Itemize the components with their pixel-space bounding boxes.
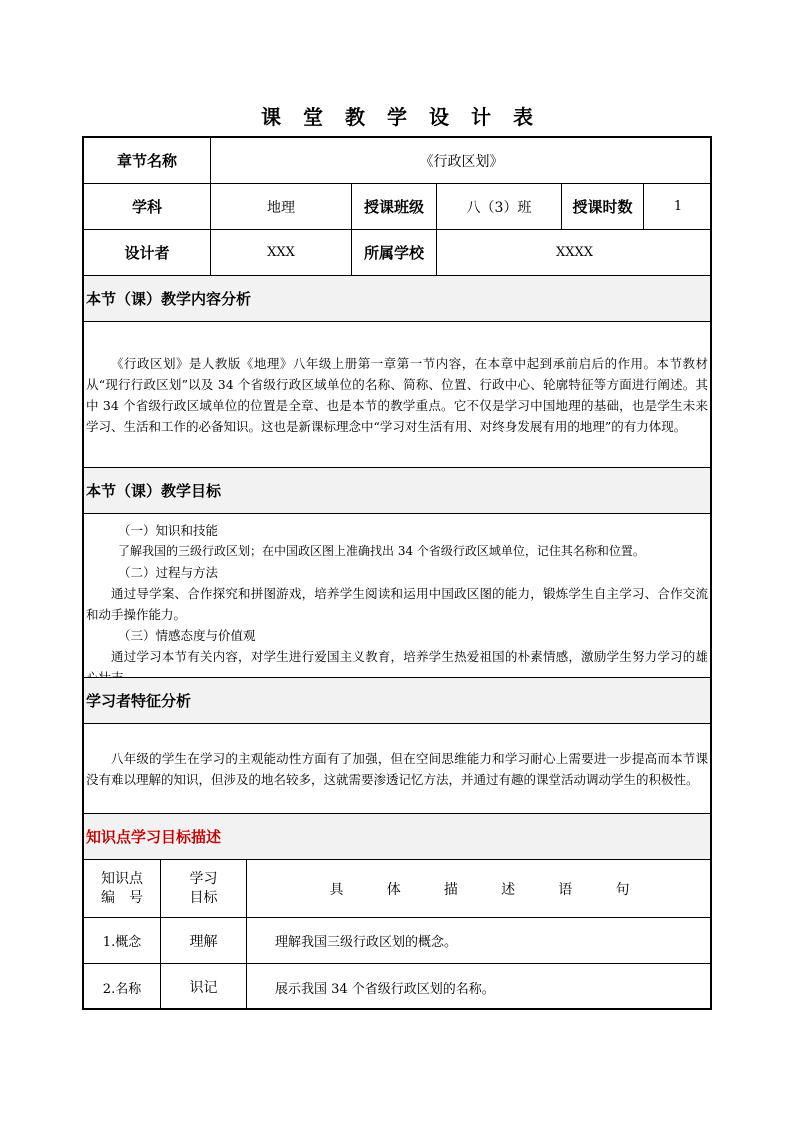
kp-col-number [84, 860, 160, 917]
kp-row-goal: 识记 [160, 964, 246, 1010]
objectives-header [84, 468, 710, 514]
hours-label: 授课时数 [561, 184, 643, 229]
content-analysis-body [84, 322, 710, 468]
kp-column-header-row [84, 860, 710, 918]
knowledge-title: （一）知识和技能 [118, 523, 219, 538]
kp-table-row [84, 964, 710, 1010]
kp-col-goal-line2: 目标 [189, 889, 218, 906]
process-title: （二）过程与方法 [118, 565, 219, 580]
kp-col-desc-char: 句 [615, 881, 630, 898]
kp-row-number: 2.名称 [102, 981, 142, 997]
attitude-text: 通过学习本节有关内容，对学生进行爱国主义教育，培养学生热爱祖国的朴素情感，激励学生努力学习的雄 [111, 649, 708, 664]
attitude-title: （三）情感态度与价值观 [118, 628, 256, 643]
subject-row [84, 184, 710, 230]
class-value: 八（3）班 [436, 184, 561, 229]
school-label: 所属学校 [351, 230, 436, 275]
kp-row-desc: 理解我国三级行政区划的概念。 [246, 918, 712, 963]
kp-row-desc: 展示我国 34 个省级行政区划的名称。 [246, 964, 712, 1010]
chapter-label: 章节名称 [116, 152, 177, 170]
page-title: 课堂教学设计表 [261, 105, 555, 129]
kp-col-desc-char: 语 [558, 881, 573, 898]
kp-row-number: 1.概念 [102, 935, 142, 950]
kp-col-desc-char: 具 [329, 881, 344, 898]
class-label: 授课班级 [351, 184, 436, 229]
kp-heading: 知识点学习目标描述 [84, 814, 710, 859]
chapter-row [84, 138, 710, 184]
process-text: 通过导学案、合作探究和拼图游戏，培养学生阅读和运用中国政区图的能力，锻炼学生自主学习、合作交流和动手操作能力。 [86, 586, 708, 622]
hours-value: 1 [643, 184, 712, 229]
kp-table-row [84, 918, 710, 964]
learner-header [84, 678, 710, 724]
content-analysis-text: 《行政区划》是人教版《地理》八年级上册第一章第一节内容，在本章中起到承前启后的作用。本节教材从“现行行政区划”以及 34 个省级行政区域单位的名称、简称、位置、行政中心、轮廓特征等方面进行阐述。其中 34 个省级行政区域单位的位置是全章、也是本节的教学重点。它不仅是学习中国地理的基础，也是学生未来学习、生活和工作的必备知识。这也是新课标理念中“学习对生活有用、对终身发展有用的地理”的有力体现。 [86, 355, 708, 434]
designer-row [84, 230, 710, 276]
kp-col-desc-char: 描 [443, 881, 458, 898]
kp-col-goal-line1: 学习 [189, 870, 218, 887]
kp-header [84, 814, 710, 860]
subject-value: 地理 [210, 184, 351, 229]
school-value: XXXX [436, 230, 712, 275]
content-analysis-header [84, 276, 710, 322]
kp-col-desc [246, 860, 712, 917]
learner-text: 八年级的学生在学习的主观能动性方面有了加强，但在空间思维能力和学习耐心上需要进一步提高而本节课没有难以理解的知识，但涉及的地名较多，这就需要渗透记忆方法，并通过有趣的课堂活动调动学生的积极性。 [86, 750, 708, 787]
chapter-value: 《行政区划》 [210, 138, 712, 183]
designer-label: 设计者 [124, 244, 170, 262]
content-analysis-heading: 本节（课）教学内容分析 [84, 276, 710, 321]
kp-row-goal: 理解 [160, 918, 246, 963]
kp-col-goal [160, 860, 246, 917]
designer-value: XXX [210, 230, 351, 275]
knowledge-text: 了解我国的三级行政区划；在中国政区图上准确找出 34 个省级行政区域单位，记住其名称和位置。 [118, 544, 645, 558]
objectives-body [84, 514, 710, 678]
kp-col-number-line2: 编 号 [101, 889, 143, 906]
kp-col-number-line1: 知识点 [101, 870, 143, 887]
design-table [82, 136, 712, 1010]
learner-body [84, 724, 710, 814]
subject-label: 学科 [131, 198, 162, 216]
kp-col-desc-char: 述 [501, 881, 516, 898]
kp-col-desc-char: 体 [386, 881, 401, 898]
objectives-heading: 本节（课）教学目标 [84, 468, 710, 513]
learner-heading: 学习者特征分析 [84, 678, 710, 723]
kp-col-desc-label [330, 879, 630, 899]
